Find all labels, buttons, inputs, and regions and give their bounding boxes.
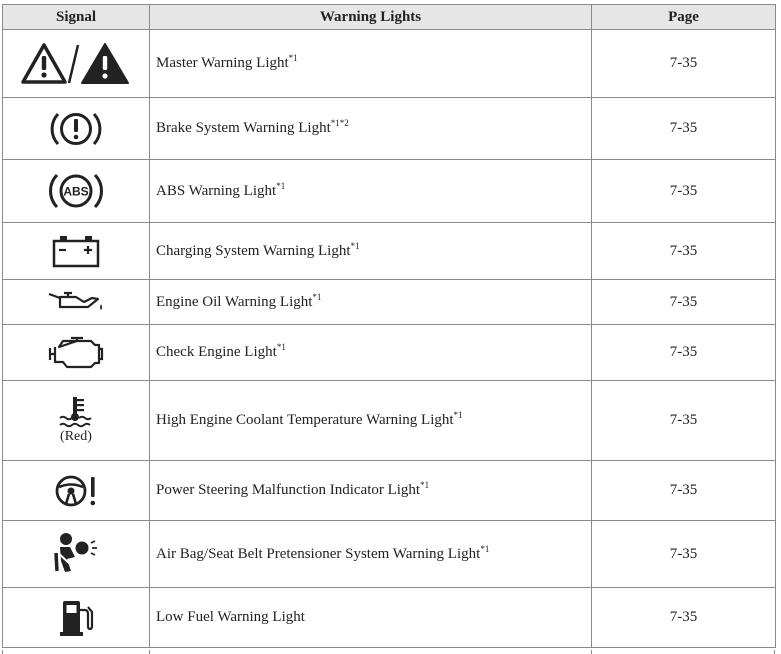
warning-light-name: Low Fuel Warning Light: [150, 588, 592, 648]
signal-cell: [3, 280, 150, 325]
page-reference: 7-35: [592, 325, 776, 381]
table-row: [3, 325, 776, 381]
table-continuation-lines: [2, 650, 775, 654]
table-row: [3, 160, 776, 223]
signal-cell: [3, 160, 150, 223]
warning-light-name: Master Warning Light$^{*1}$: [150, 30, 592, 98]
engine-icon: [47, 336, 105, 370]
signal-sub-label: (Red): [60, 429, 92, 444]
airbag-icon: [51, 531, 101, 577]
signal-cell: [3, 521, 150, 588]
svg-text:ABS: ABS: [63, 184, 89, 199]
table-row: [3, 381, 776, 461]
page-reference: 7-35: [592, 280, 776, 325]
fuel-pump-icon: [56, 598, 96, 638]
brake-warning-icon: [48, 108, 104, 150]
page-reference: 7-35: [592, 381, 776, 461]
table-header-row: [3, 5, 776, 30]
page-reference: 7-35: [592, 521, 776, 588]
signal-cell: [3, 461, 150, 521]
page-header: Page: [592, 5, 776, 30]
warning-light-name: High Engine Coolant Temperature Warning Light$^{*1}$: [150, 381, 592, 461]
warning-light-name: Charging System Warning Light$^{*1}$: [150, 223, 592, 280]
warning-light-name: ABS Warning Light$^{*1}$: [150, 160, 592, 223]
table-row: [3, 461, 776, 521]
signal-cell: [3, 325, 150, 381]
signal-cell: [3, 588, 150, 648]
battery-icon: [50, 233, 102, 269]
steering-wheel-warning-icon: [51, 471, 101, 511]
warning-lights-table: [2, 4, 776, 648]
page-reference: 7-35: [592, 223, 776, 280]
warning-light-name: Check Engine Light$^{*1}$: [150, 325, 592, 381]
table-row: [3, 30, 776, 98]
page-reference: 7-35: [592, 30, 776, 98]
table-row: [3, 588, 776, 648]
signal-cell: [3, 98, 150, 160]
page-reference: 7-35: [592, 160, 776, 223]
table-row: [3, 223, 776, 280]
warning-lights-header: Warning Lights: [150, 5, 592, 30]
table-row: [3, 98, 776, 160]
signal-cell: [3, 223, 150, 280]
table-row: [3, 521, 776, 588]
signal-header: Signal: [3, 5, 150, 30]
page-reference: 7-35: [592, 98, 776, 160]
table-row: [3, 280, 776, 325]
signal-cell: [3, 381, 150, 461]
signal-cell: [3, 30, 150, 98]
abs-warning-icon: [47, 170, 105, 212]
page-reference: 7-35: [592, 461, 776, 521]
warning-light-name: Brake System Warning Light$^{*1*2}$: [150, 98, 592, 160]
oil-can-icon: [46, 289, 106, 315]
coolant-temperature-icon: [54, 396, 98, 428]
warning-light-name: Air Bag/Seat Belt Pretensioner System Warning Light$^{*1}$: [150, 521, 592, 588]
warning-light-name: Power Steering Malfunction Indicator Light$^{*1}$: [150, 461, 592, 521]
master-warning-icon: [20, 41, 132, 87]
page-reference: 7-35: [592, 588, 776, 648]
warning-light-name: Engine Oil Warning Light$^{*1}$: [150, 280, 592, 325]
